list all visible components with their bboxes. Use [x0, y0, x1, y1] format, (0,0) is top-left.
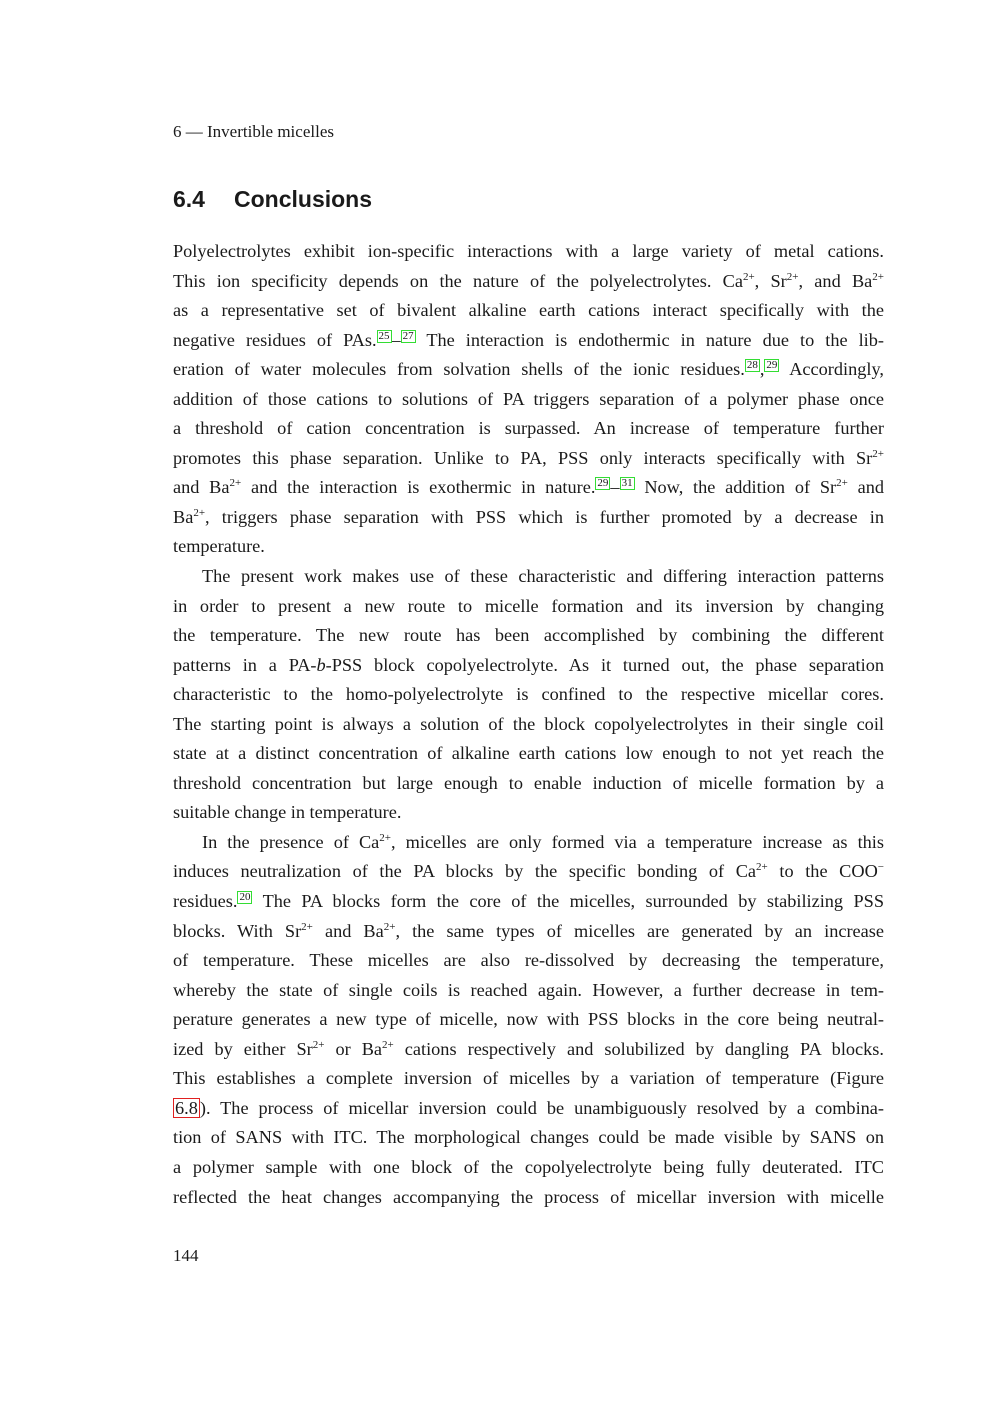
superscript: 2+	[836, 477, 848, 490]
text-line: of temperature. These micelles are also re-dissolved by decreasing the temperature,	[173, 950, 884, 971]
superscript: 2+	[379, 831, 392, 844]
text-line: promotes this phase separation. Unlike to PA, PSS only interacts specifically with $Sr^{2+}$	[173, 447, 884, 468]
text-line: in order to present a new route to micelle formation and its inversion by changing	[173, 595, 884, 616]
text-line: Polyelectrolytes exhibit ion-specific interactions with a large variety of metal cations.	[173, 241, 884, 261]
text-line: threshold concentration but large enough to enable induction of micelle formation by a	[173, 772, 884, 793]
citation-link[interactable]: 25	[378, 329, 390, 342]
citation-link[interactable]: 28	[746, 359, 758, 372]
superscript: 2+	[786, 270, 799, 283]
body-text	[173, 237, 884, 1212]
text-line: patterns in a PA-b-PSS block copolyelectrolyte. As it turned out, the phase separation	[173, 654, 884, 675]
text-line: In the presence of $Ca^{2+}$, micelles are only formed via a temperature increase as this	[202, 831, 884, 852]
figure-reference-link[interactable]: 6.8	[175, 1097, 198, 1118]
running-head: 6 — Invertible micelles	[173, 122, 334, 141]
text-line: a polymer sample with one block of the copolyelectrolyte being fully deuterated. ITC	[173, 1156, 884, 1177]
text-line: as a representative set of bivalent alkaline earth cations interact specifically with the	[173, 300, 884, 321]
text-line: The present work makes use of these characteristic and differing interaction patterns	[202, 566, 884, 587]
superscript: 2+	[382, 1038, 394, 1051]
superscript: 2+	[383, 920, 396, 933]
citation-link[interactable]: 27	[402, 329, 414, 342]
text-line: reflected the heat changes accompanying the process of micellar inversion with micelle	[173, 1186, 884, 1207]
superscript: 2+	[872, 447, 884, 460]
text-line: state at a distinct concentration of alkaline earth cations low enough to not yet reach the	[173, 743, 884, 764]
superscript: 2+	[229, 477, 242, 490]
text-line: eration of water molecules from solvation shells of the ionic residues. 28 , 29 Accordingly,	[173, 359, 884, 380]
citation-link[interactable]: 29	[597, 477, 609, 490]
superscript: 2+	[756, 861, 768, 874]
superscript: 2+	[872, 270, 884, 283]
paragraph	[173, 562, 884, 828]
section-number: 6.4	[173, 186, 205, 212]
text-line: whereby the state of single coils is reached again. However, a further decrease in tem-	[173, 979, 884, 1000]
section-heading	[173, 186, 372, 213]
text-line: tion of SANS with ITC. The morphological changes could be made visible by SANS on	[173, 1127, 884, 1148]
superscript: 2+	[301, 920, 313, 933]
superscript: 2+	[742, 270, 755, 283]
text-line: and $Ba^{2+}$ and the interaction is exothermic in nature. 29 – 31 Now, the addition of $Sr^{2+}$ and	[173, 477, 884, 498]
italic-text: b	[316, 654, 326, 675]
page-number: 144	[173, 1246, 199, 1265]
text-line: characteristic to the homo-polyelectrolyte is confined to the respective micellar cores.	[173, 684, 884, 705]
text-line: The starting point is always a solution of the block copolyelectrolytes in their single coil	[173, 713, 884, 734]
text-line: This establishes a complete inversion of micelles by a variation of temperature (Figure	[173, 1068, 884, 1089]
superscript: 2+	[312, 1038, 325, 1051]
superscript: −	[877, 861, 884, 874]
text-line: suitable change in temperature.	[173, 802, 402, 823]
citation-link[interactable]: 20	[239, 891, 251, 904]
citation-link[interactable]: 29	[766, 359, 778, 372]
text-line: 6.8 ). The process of micellar inversion could be unambiguously resolved by a combina-	[175, 1097, 884, 1118]
text-line: addition of those cations to solutions of PA triggers separation of a polymer phase once	[173, 388, 884, 409]
text-line: the temperature. The new route has been accomplished by combining the different	[173, 625, 884, 646]
paragraph	[173, 828, 884, 1212]
text-line: ized by either $Sr^{2+}$ or $Ba^{2+}$ cations respectively and solubilized by dangling PA blocks.	[173, 1038, 884, 1059]
paragraph	[173, 237, 884, 562]
text-line: a threshold of cation concentration is surpassed. An increase of temperature further	[173, 418, 884, 439]
text-line: temperature.	[173, 536, 265, 557]
text-line: negative residues of PAs. 25 – 27 The interaction is endothermic in nature due to the lib-	[173, 329, 884, 350]
section-title: Conclusions	[234, 186, 373, 212]
citation-link[interactable]: 31	[621, 477, 633, 490]
text-line: $Ba^{2+}$, triggers phase separation with PSS which is further promoted by a decrease in	[173, 506, 884, 527]
text-line: residues. 20 The PA blocks form the core of the micelles, surrounded by stabilizing PSS	[173, 891, 884, 912]
text-line: perature generates a new type of micelle, now with PSS blocks in the core being neutral-	[173, 1009, 884, 1030]
text-line: This ion specificity depends on the nature of the polyelectrolytes. $Ca^{2+}$, $Sr^{2+}$, and $Ba^{2+}$	[173, 270, 884, 291]
superscript: 2+	[193, 506, 206, 519]
text-line: blocks. With $Sr^{2+}$ and $Ba^{2+}$, the same types of micelles are generated by an increase	[173, 920, 885, 941]
text-line: induces neutralization of the PA blocks by the specific bonding of $Ca^{2+}$ to the COO−	[173, 861, 884, 882]
